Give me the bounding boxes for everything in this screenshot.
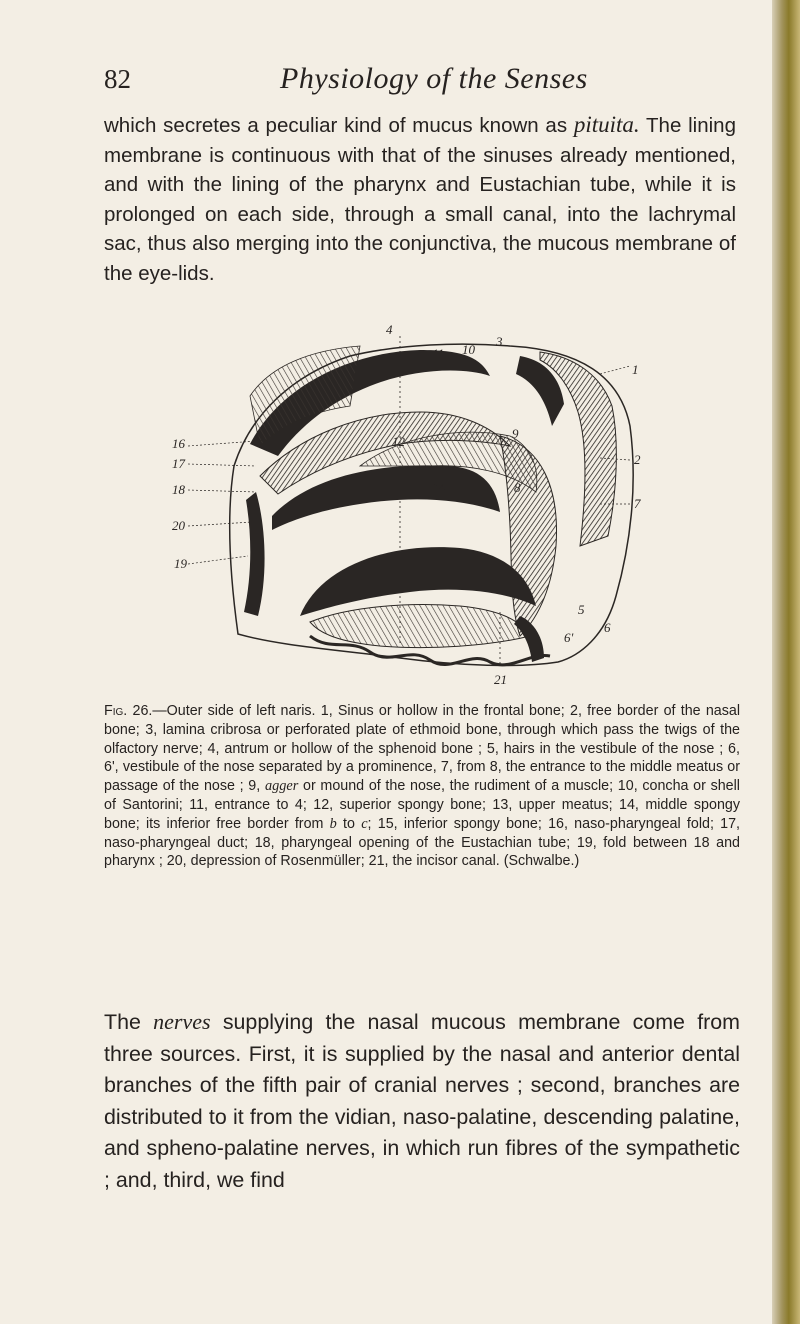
figure-label: 1 xyxy=(632,362,639,377)
figure-label: 5 xyxy=(578,602,585,617)
paragraph-2 xyxy=(104,1006,740,1196)
caption-fig-ref: Fig. 26. xyxy=(104,703,153,719)
page-edge xyxy=(772,0,800,1324)
figure-caption xyxy=(104,702,740,871)
nasal-cavity-engraving xyxy=(160,316,660,696)
figure-label: 2 xyxy=(634,452,641,467)
caption-text: or mound of the nose, the rudiment of a muscle; 10, concha or shell of Santorini; 11, entrance to 4; 12, superior spongy bone; 13, upper meatus; 14, middle spongy bone; its inferior free border from xyxy=(104,778,740,832)
figure-label: 9 xyxy=(512,426,519,441)
caption-text: ; 15, inferior spongy bone; 16, naso-pharyngeal fold; 17, naso-pharyngeal duct; 18, pharyngeal opening of the Eustachian tube; 19, fold between 18 and pharynx ; 20, depression of Rosenmüller; 21, the incisor canal. (Schwalbe.) xyxy=(104,815,741,870)
running-title: Physiology of the Senses xyxy=(280,62,588,95)
figure-26-nasal-cavity xyxy=(160,316,660,696)
paragraph-1-italic: pituita. xyxy=(573,112,640,137)
paragraph-2-italic: nerves xyxy=(153,1009,211,1034)
caption-italic: b xyxy=(329,815,337,832)
figure-label: 6 xyxy=(604,620,611,635)
figure-label: 12 xyxy=(392,434,405,449)
figure-label: 3 xyxy=(496,334,503,349)
caption-italic: agger xyxy=(264,778,299,795)
page-header xyxy=(104,64,744,104)
paragraph-2-text-b: supplying the nasal mucous membrane come from three sources. First, it is supplied by the nasal and anterior dental branches of the fifth pair of cranial nerves ; second, branches are distributed to it from the vidian, naso-palatine, descending palatine, and spheno-palatine nerves, in which run fibres of the sympathetic ; and, third, we find xyxy=(104,1010,740,1192)
figure-label: 7 xyxy=(634,496,641,511)
figure-label: 6' xyxy=(564,630,574,645)
figure-label: 21 xyxy=(494,672,507,687)
paragraph-1-text-b: The lining membrane is continuous with that of the sinuses already mentioned, and with the lining of the pharynx and Eustachian tube, while it is prolonged on each side, through a small canal, into the lachrymal sac, thus also merging into the conjunctiva, the mucous membrane of the eye-lids. xyxy=(104,114,736,285)
caption-italic: c xyxy=(361,815,368,832)
figure-label: 19 xyxy=(174,556,187,571)
paragraph-1-text-a: which secretes a peculiar kind of mucus known as xyxy=(104,114,574,137)
figure-label: 16 xyxy=(172,436,185,451)
paragraph-2-text-a: The xyxy=(104,1010,154,1034)
figure-label: 4 xyxy=(386,322,393,337)
figure-label: 18 xyxy=(172,482,185,497)
caption-text: —Outer side of left naris. 1, Sinus or hollow in the frontal bone; 2, free border of the nasal bone; 3, lamina cribrosa or perforated plate of ethmoid bone, through which pass the twigs of the olfactory nerve; 4, antrum or hollow of the sphenoid bone ; 5, hairs in the vestibule of the nose ; 6, 6', vestibule of the nose separated by a prominence, 7, from 8, the entrance to the middle meatus or passage of the nose ; 9, xyxy=(104,703,741,795)
figure-label: 20 xyxy=(172,518,185,533)
figure-label: 17 xyxy=(172,456,185,471)
figure-label: 14 xyxy=(432,480,445,495)
paragraph-1 xyxy=(104,110,736,288)
figure-label: 8 xyxy=(514,480,521,495)
caption-text: to xyxy=(336,815,362,832)
page-number: 82 xyxy=(104,64,131,94)
figure-label: 11 xyxy=(432,346,445,361)
figure-label: 10 xyxy=(462,342,475,357)
